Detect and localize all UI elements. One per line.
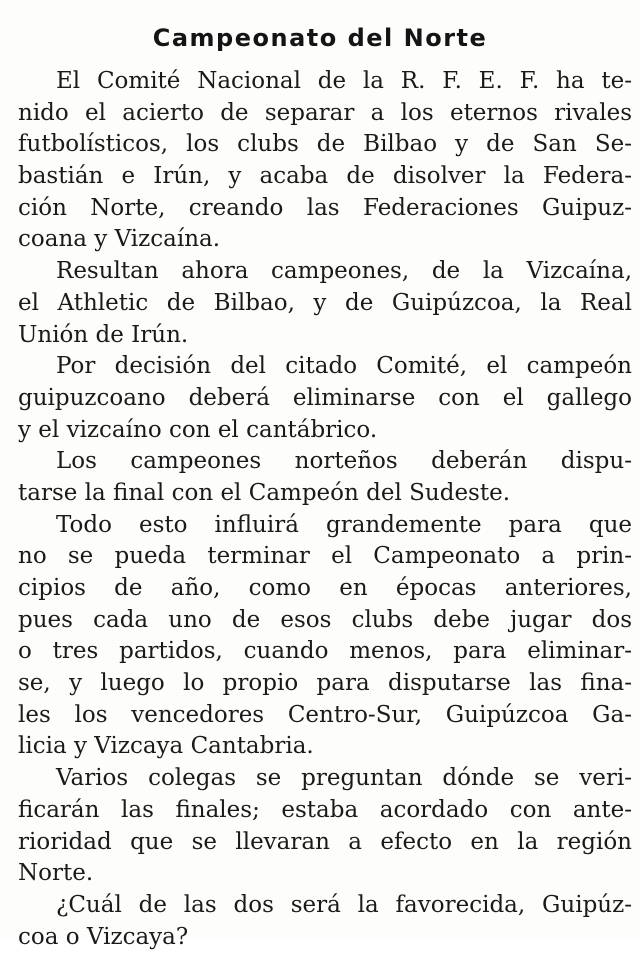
text-line: no se pueda terminar el Campeonato a prin- — [18, 543, 632, 570]
text-line: ficarán las finales; estaba acordado con ante- — [18, 796, 632, 823]
text-line: rioridad que se llevaran a efecto en la región — [18, 828, 632, 855]
text-line: Varios colegas se preguntan dónde se veri- — [56, 765, 632, 792]
text-line: nido el acierto de separar a los eternos rivales — [18, 99, 632, 126]
paragraph — [18, 763, 632, 890]
text-line: bastián e Irún, y acaba de disolver la Federa- — [18, 163, 632, 190]
text-line: ción Norte, creando las Federaciones Guipuz- — [18, 194, 632, 221]
text-line: pues cada uno de esos clubs debe jugar dos — [18, 606, 632, 633]
text-line: Por decisión del citado Comité, el campeón — [56, 353, 632, 380]
article-body — [18, 66, 632, 953]
text-line: les los vencedores Centro-Sur, Guipúzcoa Ga- — [18, 701, 632, 728]
paragraph — [18, 351, 632, 446]
text-line: se, y luego lo propio para disputarse las fina- — [18, 670, 632, 697]
text-line: el Athletic de Bilbao, y de Guipúzcoa, la Real — [18, 289, 632, 316]
paragraph — [18, 510, 632, 764]
text-line: licia y Vizcaya Cantabria. — [18, 733, 314, 760]
text-line: Los campeones norteños deberán dispu- — [56, 448, 632, 475]
paragraph — [18, 256, 632, 351]
text-line: Norte. — [18, 860, 94, 887]
text-line: El Comité Nacional de la R. F. E. F. ha te- — [56, 68, 632, 94]
text-line: futbolísticos, los clubs de Bilbao y de San Se- — [18, 131, 632, 158]
text-line: Resultan ahora campeones, de la Vizcaína, — [56, 258, 632, 285]
text-line: Todo esto influirá grandemente para que — [56, 511, 632, 538]
text-line: coa o Vizcaya? — [18, 923, 189, 950]
text-line: o tres partidos, cuando menos, para eliminar- — [18, 638, 632, 665]
paragraph — [18, 890, 632, 953]
paragraph — [18, 66, 632, 256]
text-line: guipuzcoano deberá eliminarse con el gallego — [18, 384, 632, 411]
text-line: Unión de Irún. — [18, 321, 189, 348]
text-line: cipios de año, como en épocas anteriores, — [18, 575, 632, 601]
text-line: tarse la final con el Campeón del Sudeste. — [18, 479, 511, 506]
text-line: coana y Vizcaína. — [18, 226, 221, 253]
paragraph — [18, 446, 632, 509]
text-line: ¿Cuál de las dos será la favorecida, Guipúz- — [56, 891, 632, 918]
article-title: Campeonato del Norte — [152, 24, 488, 52]
text-line: y el vizcaíno con el cantábrico. — [18, 416, 378, 443]
